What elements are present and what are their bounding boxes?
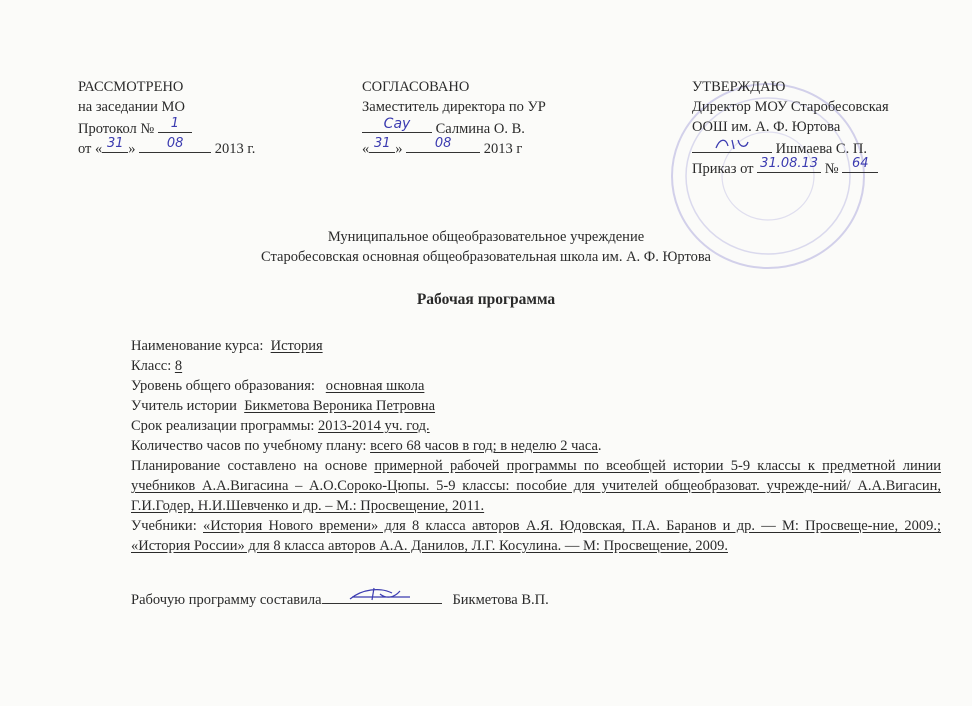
program-details <box>131 336 941 556</box>
author-signature-mark <box>322 585 442 603</box>
date-mid: » <box>128 141 136 157</box>
protocol-label: Протокол № <box>78 121 155 137</box>
level-row <box>131 376 941 396</box>
agreed-date-mid: » <box>395 141 403 157</box>
director-signature-field <box>692 137 772 153</box>
course-value: История <box>270 338 323 354</box>
author-signature-field <box>322 588 442 604</box>
level-label: Уровень общего образования: <box>131 378 315 394</box>
agreed-date-day-field <box>369 137 395 153</box>
protocol-number-field <box>158 117 192 133</box>
institution-line1: Муниципальное общеобразовательное учреждение <box>327 229 645 245</box>
agreed-name: Салмина О. В. <box>435 121 525 137</box>
order-number: 64 <box>851 156 869 171</box>
order-no-label: № <box>824 161 839 177</box>
textbooks-label: Учебники: <box>131 518 197 534</box>
level-value: основная школа <box>325 378 425 394</box>
order-label: Приказ от <box>692 161 754 177</box>
protocol-line <box>78 117 255 137</box>
considered-date-line <box>78 137 255 157</box>
textbooks-paragraph <box>131 516 941 556</box>
date-year: 2013 г. <box>214 141 256 157</box>
document-title: Рабочая программа <box>416 291 556 308</box>
protocol-number: 1 <box>170 116 180 131</box>
agreed-date-month-field <box>406 137 480 153</box>
approved-name: Ишмаева С. П. <box>775 141 867 157</box>
grade-value: 8 <box>174 358 183 374</box>
hours-label: Количество часов по учебному плану: <box>131 438 367 454</box>
agreed-date-day: 31 <box>373 136 391 151</box>
course-row <box>131 336 941 356</box>
agreed-signature-line <box>362 117 546 137</box>
considered-block <box>78 77 255 157</box>
agreed-date-prefix: « <box>362 141 370 157</box>
approved-line1: Директор МОУ Старобесовская <box>692 99 889 115</box>
hours-row: Количество часов по учебному плану: всего 68 часов в год; в неделю 2 часа. <box>131 438 602 454</box>
date-day-field <box>102 137 128 153</box>
author-line <box>131 588 549 610</box>
agreed-date-year: 2013 г <box>483 141 523 157</box>
author-name: Бикметова В.П. <box>452 592 549 608</box>
order-date-field <box>757 157 821 173</box>
term-label: Срок реализации программы: <box>131 418 315 434</box>
approved-heading: УТВЕРЖДАЮ <box>692 79 786 95</box>
hours-value: всего 68 часов в год; в неделю 2 часа <box>370 438 598 454</box>
agreed-line1: Заместитель директора по УР <box>362 99 546 115</box>
director-signature-mark <box>692 136 772 152</box>
order-line <box>692 157 889 177</box>
institution-line2: Старобесовская основная общеобразовательная школа им. А. Ф. Юртова <box>261 249 711 265</box>
grade-row <box>131 356 941 376</box>
grade-label: Класс: <box>131 358 172 374</box>
considered-line1: на заседании МО <box>78 99 185 115</box>
agreed-block <box>362 77 546 157</box>
date-prefix: от « <box>78 141 103 157</box>
basis-paragraph <box>131 456 941 516</box>
teacher-label: Учитель истории <box>131 398 237 414</box>
approved-block <box>692 77 889 177</box>
agreed-signature-field <box>362 117 432 133</box>
date-day: 31 <box>107 136 124 151</box>
considered-heading: РАССМОТРЕНО <box>78 79 184 95</box>
order-number-field <box>842 157 878 173</box>
teacher-row <box>131 396 941 416</box>
agreed-date-month: 08 <box>434 136 452 151</box>
term-row <box>131 416 941 436</box>
approved-signature-line <box>692 137 889 157</box>
agreed-heading: СОГЛАСОВАНО <box>362 79 470 95</box>
textbooks-value: «История Нового времени» для 8 класса авторов А.Я. Юдовская, П.А. Баранов и др. — М: Просвеще-ние, 2009.; «История России» для 8 класса авторов А.А. Данилов, Л.Г. Косулина. — М: Просвещение, 2009. <box>131 518 942 554</box>
agreed-date-line <box>362 137 546 157</box>
term-value: 2013-2014 уч. год. <box>317 418 430 434</box>
approved-line2: ООШ им. А. Ф. Юртова <box>692 119 841 135</box>
teacher-value: Бикметова Вероника Петровна <box>244 398 436 414</box>
course-label: Наименование курса: <box>131 338 264 354</box>
date-month-field <box>139 137 211 153</box>
basis-value: примерной рабочей программы по всеобщей истории 5-9 классы к предметной линии учебников А.А.Вигасина – А.О.Сороко-Цюпы. 5-9 классы: пособие для учителей общеобразоват. учрежде-ний/ А.А.Вигасин, Г.И.Годер, Н.И.Шевченко и др. – М.: Просвещение, 2011. <box>131 458 941 514</box>
agreed-signature: Сау <box>383 116 411 132</box>
basis-label: Планирование составлено на основе <box>131 458 368 474</box>
author-label: Рабочую программу составила <box>131 592 322 608</box>
date-month: 08 <box>166 136 184 151</box>
order-date: 31.08.13 <box>760 156 819 171</box>
